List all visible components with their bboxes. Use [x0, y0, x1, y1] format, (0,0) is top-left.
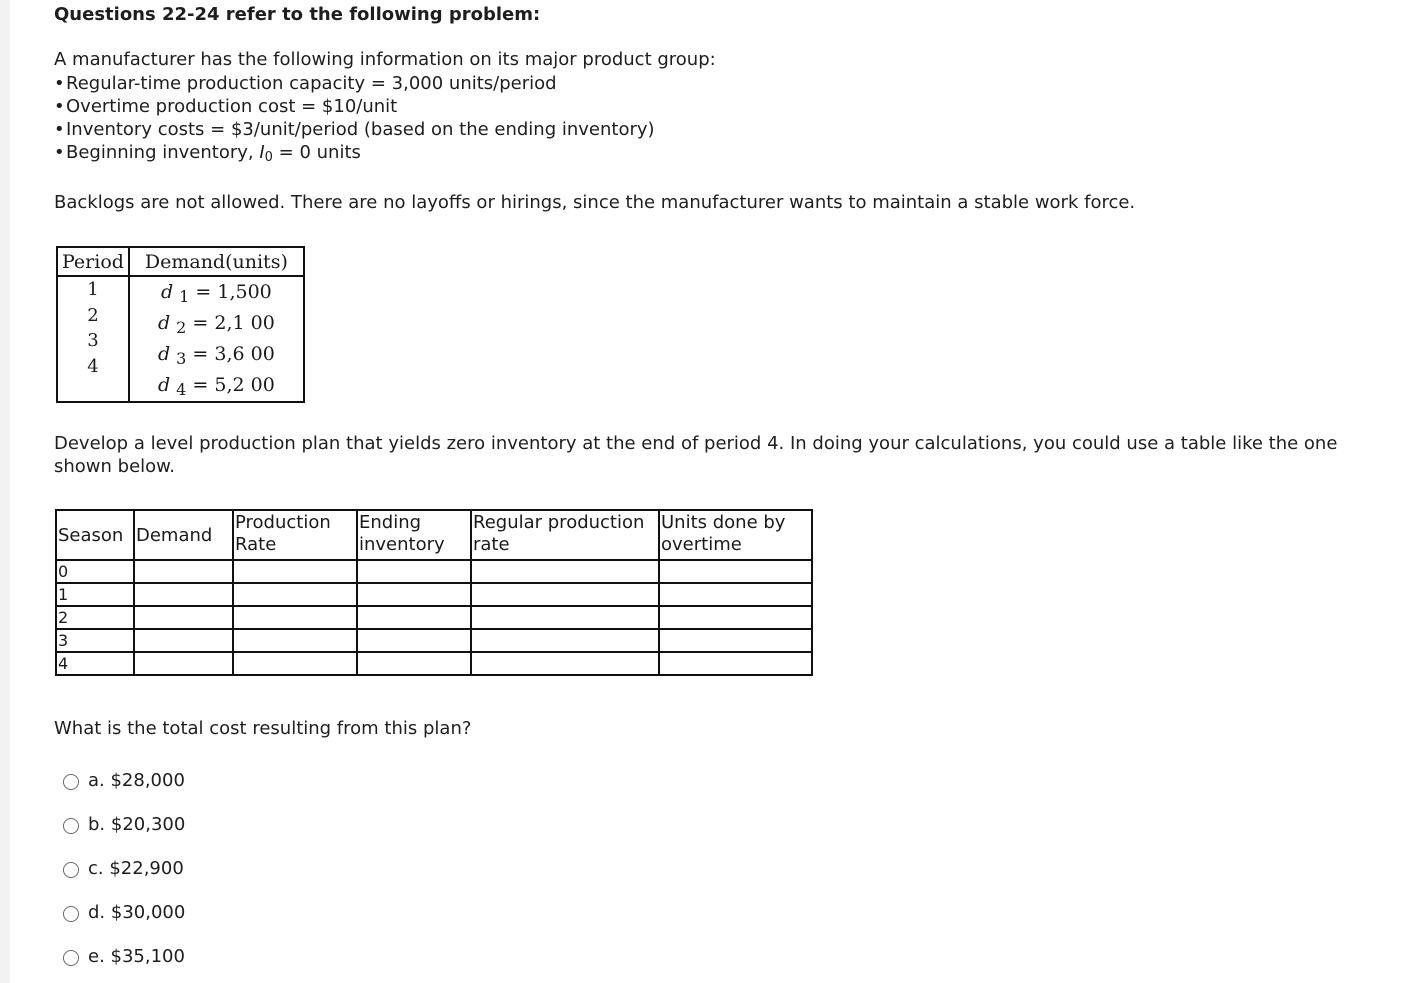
backlog-statement: Backlogs are not allowed. There are no layoffs or hirings, since the manufacturer wants to maintain a stable work force. — [54, 192, 1136, 213]
demand-table-header-row — [57, 247, 304, 276]
bullet-dot-icon: • — [54, 96, 65, 117]
regular-production-cell — [471, 560, 659, 583]
bullet-overtime-cost: •Overtime production cost = $10/unit — [54, 96, 398, 117]
ending-inventory-cell — [357, 606, 471, 629]
demand-table-header-demand: Demand(units) — [129, 247, 304, 276]
plan-table-header-row — [56, 510, 812, 560]
demand-cell — [134, 652, 233, 675]
bullet-inventory-cost: •Inventory costs = $3/unit/period (based on the ending inventory) — [54, 119, 655, 140]
production-plan-table — [55, 509, 813, 676]
left-margin-strip — [0, 0, 10, 983]
ending-inventory-cell — [357, 629, 471, 652]
radio-button-icon[interactable] — [63, 818, 79, 834]
table-row — [56, 560, 812, 583]
answer-option-label[interactable]: e. $35,100 — [88, 945, 185, 967]
answer-options — [63, 758, 185, 978]
demand-cell — [134, 629, 233, 652]
plan-header-season: Season — [56, 510, 134, 560]
season-cell: 4 — [56, 652, 134, 675]
ending-inventory-cell — [357, 652, 471, 675]
table-row — [56, 652, 812, 675]
season-cell: 3 — [56, 629, 134, 652]
period-value: 3 — [87, 330, 99, 351]
demand-value: d $_2$ = 2,1 00 — [157, 312, 275, 337]
plan-header-demand: Demand — [134, 510, 233, 560]
table-row — [56, 629, 812, 652]
radio-button-icon[interactable] — [63, 774, 79, 790]
question-prompt: What is the total cost resulting from this plan? — [54, 718, 472, 739]
demand-cell — [134, 560, 233, 583]
demand-value: d $_1$ = 1,500 — [160, 281, 272, 306]
plan-header-regular-production-rate: Regular production rate — [471, 510, 659, 560]
bullet-dot-icon: • — [54, 119, 65, 140]
answer-option-label[interactable]: a. $28,000 — [88, 769, 185, 791]
info-bullet-list — [54, 72, 655, 164]
demand-table — [56, 246, 305, 403]
season-cell: 0 — [56, 560, 134, 583]
season-cell: 2 — [56, 606, 134, 629]
bullet-capacity: •Regular-time production capacity = 3,000 units/period — [54, 73, 557, 94]
production-rate-cell — [233, 629, 357, 652]
answer-option-label[interactable]: b. $20,300 — [88, 813, 186, 835]
problem-intro: A manufacturer has the following information on its major product group: — [54, 49, 716, 70]
demand-column — [129, 276, 304, 402]
regular-production-cell — [471, 583, 659, 606]
radio-button-icon[interactable] — [63, 906, 79, 922]
overtime-cell — [659, 583, 812, 606]
overtime-cell — [659, 606, 812, 629]
radio-button-icon[interactable] — [63, 862, 79, 878]
season-cell: 1 — [56, 583, 134, 606]
bullet-dot-icon: • — [54, 142, 65, 163]
plan-header-units-overtime: Units done by overtime — [659, 510, 812, 560]
answer-option-b[interactable] — [63, 802, 185, 846]
plan-header-production-rate: Production Rate — [233, 510, 357, 560]
radio-button-icon[interactable] — [63, 950, 79, 966]
ending-inventory-cell — [357, 583, 471, 606]
production-rate-cell — [233, 606, 357, 629]
production-rate-cell — [233, 583, 357, 606]
answer-option-label[interactable]: d. $30,000 — [88, 901, 186, 923]
demand-value: d $_4$ = 5,2 00 — [157, 374, 275, 399]
demand-value: d $_3$ = 3,6 00 — [157, 343, 275, 368]
bullet-beginning-inventory: •Beginning inventory, $I_0 = 0$ units — [54, 142, 361, 165]
demand-cell — [134, 606, 233, 629]
regular-production-cell — [471, 629, 659, 652]
period-value: 4 — [87, 355, 99, 377]
period-column — [57, 276, 129, 402]
question-heading: Questions 22-24 refer to the following problem: — [54, 4, 541, 25]
regular-production-cell — [471, 652, 659, 675]
ending-inventory-cell — [357, 560, 471, 583]
overtime-cell — [659, 652, 812, 675]
overtime-cell — [659, 560, 812, 583]
answer-option-c[interactable] — [63, 846, 185, 890]
production-rate-cell — [233, 652, 357, 675]
bullet-dot-icon: • — [54, 73, 65, 94]
table-row — [56, 606, 812, 629]
develop-instructions: Develop a level production plan that yields zero inventory at the end of period 4. In doing your calculations, you could use a table like the one shown below. — [54, 433, 1338, 477]
answer-option-e[interactable] — [63, 934, 185, 978]
production-rate-cell — [233, 560, 357, 583]
regular-production-cell — [471, 606, 659, 629]
demand-table-body-row — [57, 276, 304, 402]
period-value: 2 — [87, 304, 99, 326]
answer-option-label[interactable]: c. $22,900 — [88, 857, 184, 879]
plan-header-ending-inventory: Ending inventory — [357, 510, 471, 560]
answer-option-d[interactable] — [63, 890, 185, 934]
answer-option-a[interactable] — [63, 758, 185, 802]
period-value: 1 — [87, 279, 99, 300]
demand-table-header-period: Period — [57, 247, 129, 276]
table-row — [56, 583, 812, 606]
demand-cell — [134, 583, 233, 606]
overtime-cell — [659, 629, 812, 652]
